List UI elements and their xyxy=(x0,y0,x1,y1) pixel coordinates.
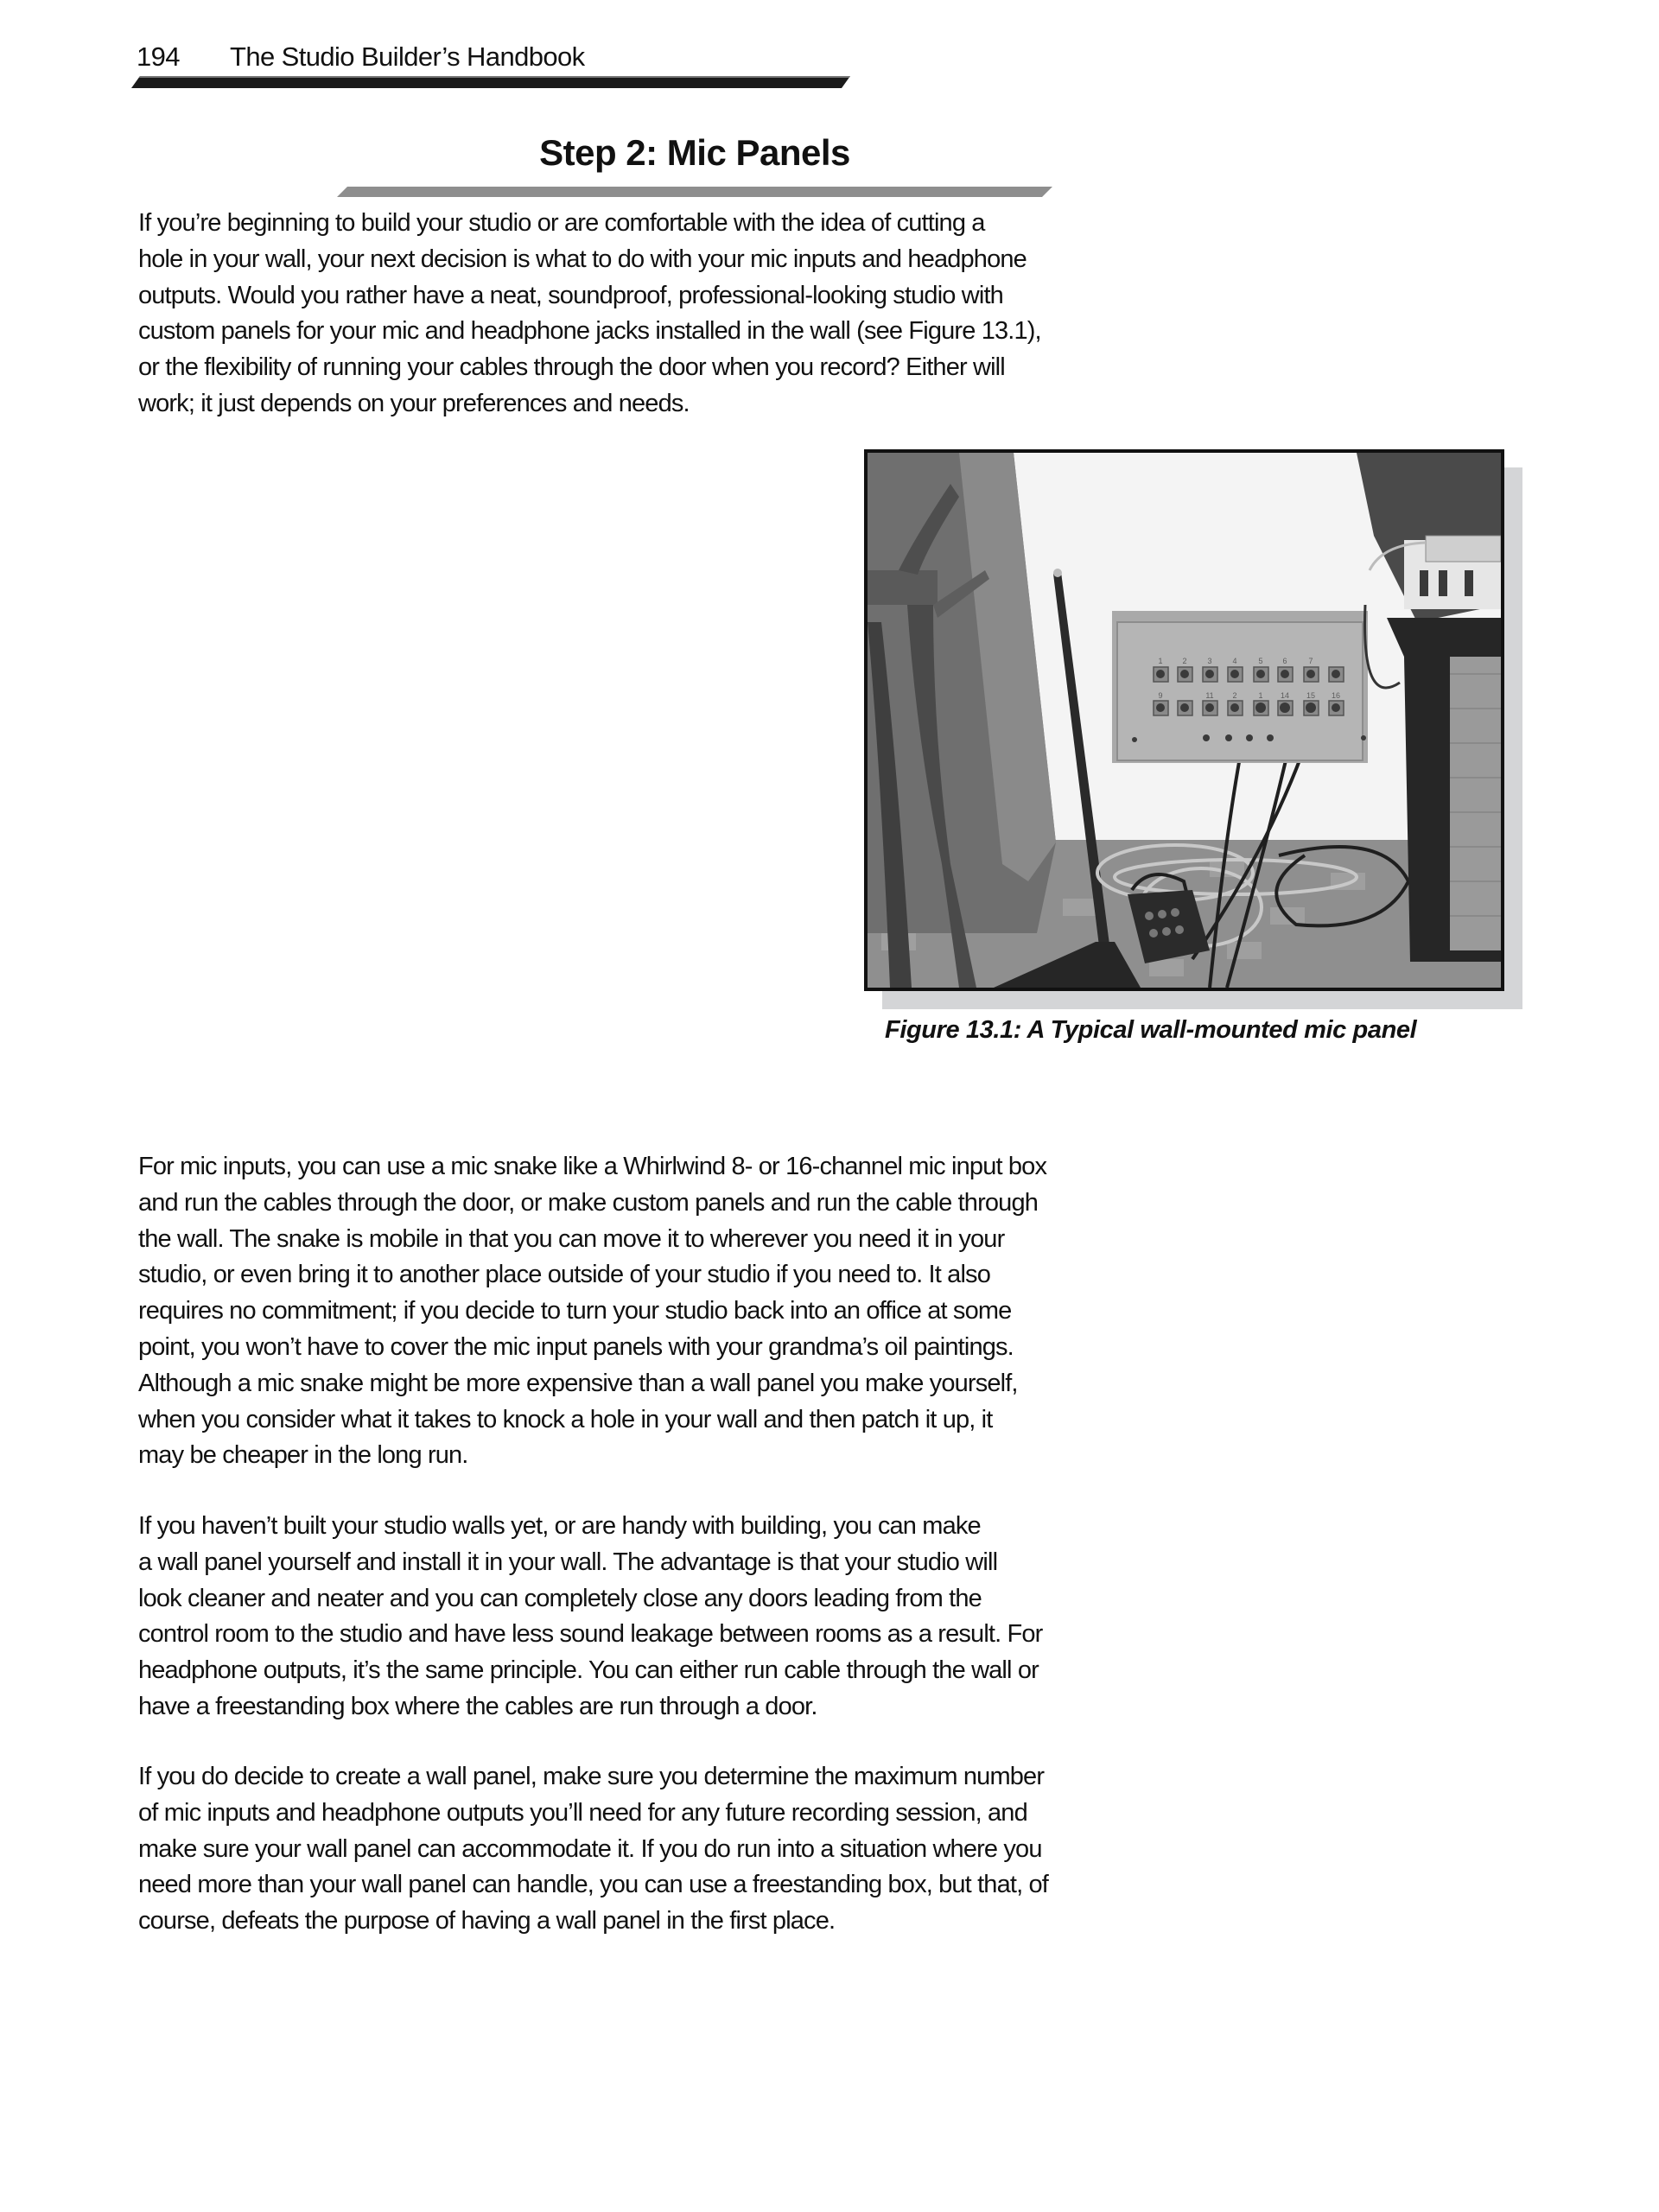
svg-text:16: 16 xyxy=(1331,691,1341,700)
text-line: studio, or even bring it to another place outside of your studio if you need to. It also xyxy=(138,1261,990,1289)
text-line: point, you won’t have to cover the mic input panels with your grandma’s oil paintings. xyxy=(138,1332,1014,1361)
page-number: 194 xyxy=(137,41,180,72)
text-line: have a freestanding box where the cables are run through a door. xyxy=(138,1692,817,1720)
text-line: need more than your wall panel can handle, you can use a freestanding box, but that, of xyxy=(138,1871,1048,1899)
text-line: headphone outputs, it’s the same principle. You can either run cable through the wall or xyxy=(138,1656,1039,1685)
svg-text:14: 14 xyxy=(1280,691,1290,700)
book-title: The Studio Builder’s Handbook xyxy=(230,41,585,72)
text-line: If you haven’t built your studio walls yet, or are handy with building, you can make xyxy=(138,1512,981,1540)
svg-text:3: 3 xyxy=(1207,657,1212,665)
text-line: or the flexibility of running your cables through the door when you record? Either will xyxy=(138,353,1005,382)
text-line: course, defeats the purpose of having a wall panel in the first place. xyxy=(138,1907,836,1936)
mic-panel-photo xyxy=(868,453,1501,988)
text-line: the wall. The snake is mobile in that you can move it to wherever you need it in your xyxy=(138,1224,1005,1253)
svg-text:6: 6 xyxy=(1282,657,1287,665)
text-line: look cleaner and neater and you can completely close any doors leading from the xyxy=(138,1584,982,1612)
text-line: custom panels for your mic and headphone jacks installed in the wall (see Figure 13.1), xyxy=(138,317,1041,346)
section-title: Step 2: Mic Panels xyxy=(539,132,850,173)
running-header xyxy=(137,40,585,74)
text-line: outputs. Would you rather have a neat, soundproof, professional-looking studio with xyxy=(138,281,1003,309)
svg-text:5: 5 xyxy=(1258,657,1263,665)
header-rule xyxy=(131,76,850,88)
figure-photo xyxy=(864,449,1504,991)
text-line: control room to the studio and have less sound leakage between rooms as a result. For xyxy=(138,1620,1043,1649)
svg-text:1: 1 xyxy=(1258,691,1263,700)
svg-text:11: 11 xyxy=(1205,691,1214,700)
text-line: a wall panel yourself and install it in your wall. The advantage is that your studio will xyxy=(138,1548,998,1576)
text-line: If you do decide to create a wall panel, make sure you determine the maximum number xyxy=(138,1763,1045,1790)
text-line: work; it just depends on your preferences and needs. xyxy=(138,389,690,417)
paragraph-wall-panel xyxy=(138,1509,1043,1726)
svg-text:1: 1 xyxy=(1158,657,1163,665)
paragraph-intro xyxy=(138,206,1041,423)
paragraph-mic-snake xyxy=(138,1149,1046,1474)
svg-text:2: 2 xyxy=(1232,691,1237,700)
text-line: hole in your wall, your next decision is what to do with your mic inputs and headphone xyxy=(138,245,1027,273)
text-line: If you’re beginning to build your studio or are comfortable with the idea of cutting a xyxy=(138,209,985,237)
text-line: make sure your wall panel can accommodate it. If you do run into a situation where you xyxy=(138,1834,1042,1863)
svg-text:7: 7 xyxy=(1308,657,1313,665)
text-line: For mic inputs, you can use a mic snake like a Whirlwind 8- or 16-channel mic input box xyxy=(138,1153,1047,1180)
figure-caption: Figure 13.1: A Typical wall-mounted mic panel xyxy=(885,1016,1417,1044)
text-line: and run the cables through the door, or make custom panels and run the cable through xyxy=(138,1188,1038,1217)
text-line: may be cheaper in the long run. xyxy=(138,1441,468,1470)
svg-text:4: 4 xyxy=(1232,657,1237,665)
svg-text:2: 2 xyxy=(1182,657,1187,665)
text-line: Although a mic snake might be more expensive than a wall panel you make yourself, xyxy=(138,1369,1018,1397)
text-line: when you consider what it takes to knock a hole in your wall and then patch it up, it xyxy=(138,1405,993,1433)
svg-text:9: 9 xyxy=(1158,691,1163,700)
paragraph-capacity xyxy=(138,1759,1048,1940)
svg-text:15: 15 xyxy=(1306,691,1316,700)
text-line: of mic inputs and headphone outputs you’ll need for any future recording session, and xyxy=(138,1798,1027,1827)
text-line: requires no commitment; if you decide to turn your studio back into an office at some xyxy=(138,1297,1012,1325)
title-rule xyxy=(337,187,1052,197)
